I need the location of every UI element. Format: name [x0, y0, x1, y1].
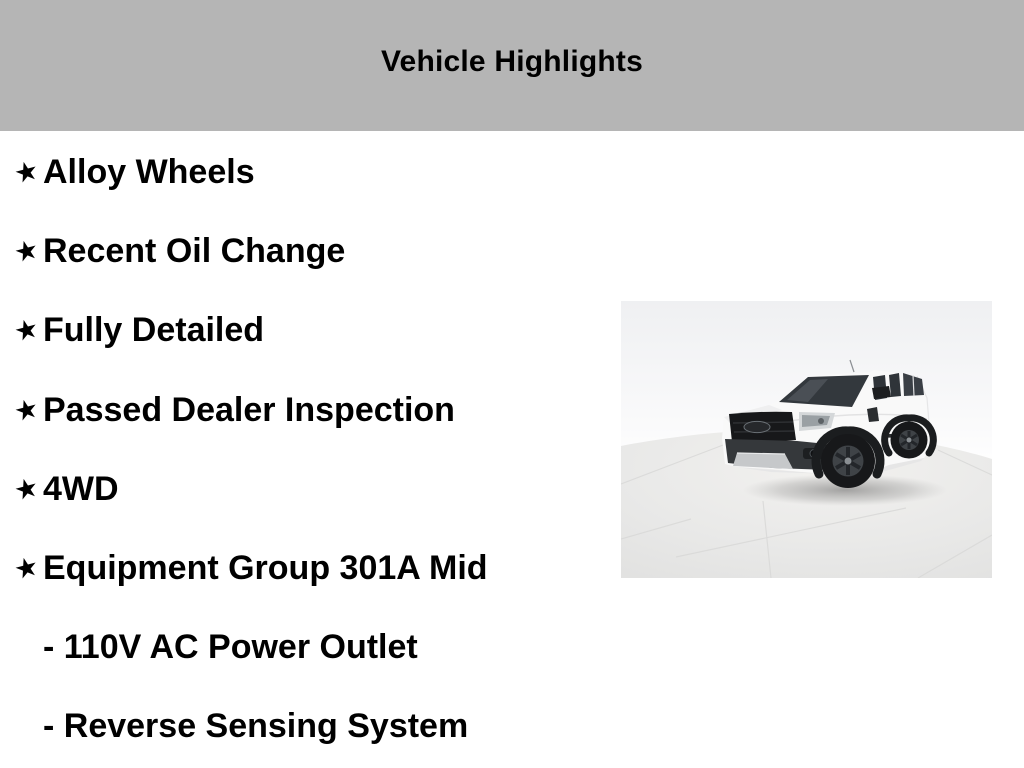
list-sub-item [10, 687, 610, 766]
vehicle-photo-illustration [621, 301, 992, 578]
list-item-label: Recent Oil Change [43, 232, 346, 271]
list-item-label: 4WD [43, 469, 119, 508]
front-wheel [821, 434, 875, 488]
vehicle-photo [621, 301, 992, 578]
highlights-list [10, 133, 610, 767]
star-bullet-icon: ★ [10, 154, 42, 190]
star-bullet-icon: ★ [10, 471, 42, 507]
list-item [10, 291, 610, 370]
list-item-label: Equipment Group 301A Mid [43, 549, 488, 588]
star-bullet-icon: ★ [10, 233, 42, 269]
list-item [10, 371, 610, 450]
list-item-label: - 110V AC Power Outlet [43, 628, 418, 667]
header-banner [0, 0, 1024, 131]
list-sub-item [10, 608, 610, 687]
star-bullet-icon: ★ [10, 312, 42, 349]
list-item-label: Passed Dealer Inspection [43, 390, 455, 429]
page-title: Vehicle Highlights [381, 44, 643, 78]
star-bullet-icon: ★ [10, 392, 42, 428]
rear-wheel [891, 422, 928, 459]
list-item-label: - Reverse Sensing System [43, 707, 469, 746]
list-item-label: Fully Detailed [43, 311, 265, 350]
list-item-label: Alloy Wheels [43, 153, 255, 192]
list-item [10, 529, 610, 608]
list-item [10, 212, 610, 291]
ford-oval-badge [744, 421, 770, 432]
star-bullet-icon: ★ [10, 550, 42, 586]
list-item [10, 450, 610, 529]
list-item [10, 133, 610, 212]
